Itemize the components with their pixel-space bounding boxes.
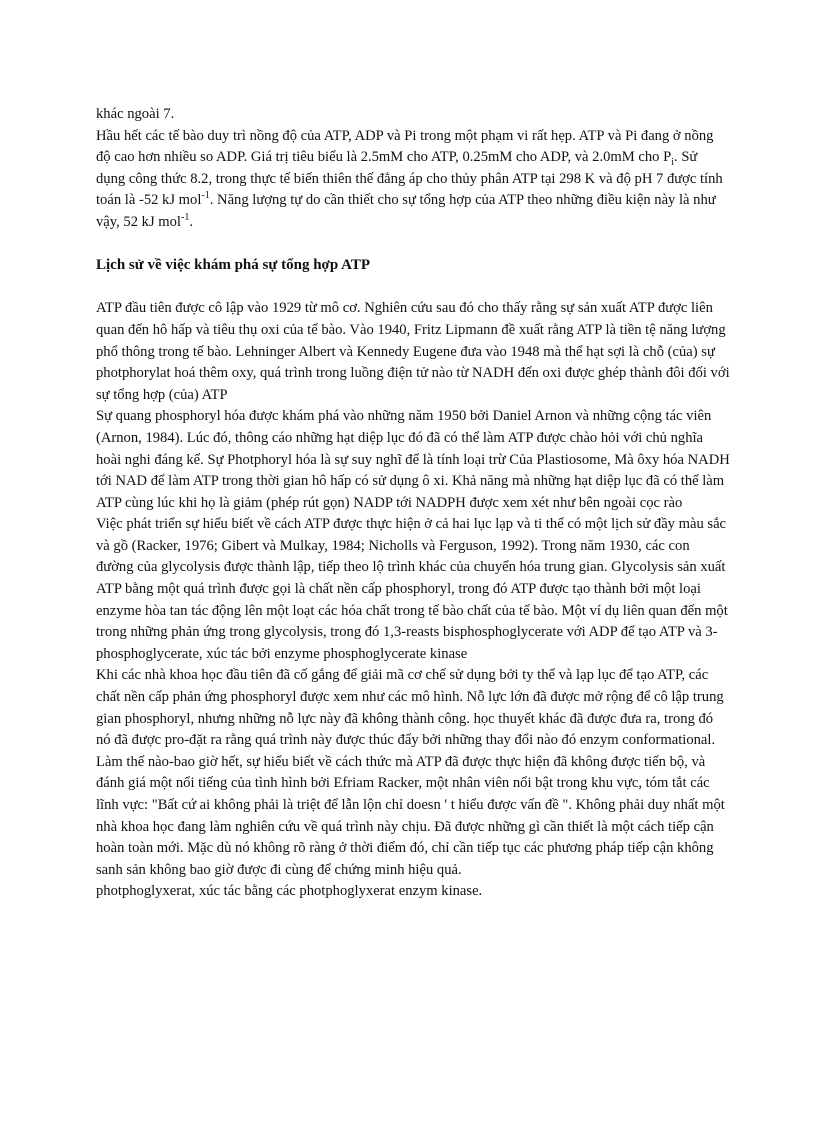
superscript-minus-one: -1: [181, 212, 190, 224]
paragraph-atp-concentrations: [96, 126, 730, 234]
text-run: . Sử dụng công thức 8.2, trong thực tế biến thiên thế đẳng áp cho thủy phân ATP tại 298 K và độ pH 7 được tính toán là -52 kJ mol: [96, 149, 723, 209]
paragraph-mechanism-search: Khi các nhà khoa học đầu tiên đã cố gắng để giải mã cơ chế sử dụng bởi ty thể và lạp lục để tạo ATP, các chất nền cấp phản ứng phosphoryl được xem như các mô hình. Nỗ lực lớn đã được mở rộng để cô lập trung gian phosphoryl, nhưng những nỗ lực này đã không thành công. học thuyết khác đã được đưa ra, trong đó nó đã được pro-đặt ra rằng quá trình này được thúc đẩy bởi những thay đổi nào đó enzym conformational. Làm thế nào-bao giờ hết, sự hiểu biết về cách thức mà ATP đã được thực hiện đã không được tiến bộ, và đánh giá một nổi tiếng của tình hình bởi Efriam Racker, một nhân viên nổi bật trong khu vực, tóm tắt các lĩnh vực: "Bất cứ ai không phải là triệt để lẫn lộn chỉ doesn ' t hiểu được vấn đề ". Không phải duy nhất một nhà khoa học đang làm nghiên cứu về quá trình này chịu. Đã được những gì cần thiết là một cách tiếp cận hoàn toàn mới. Mặc dù nó không rõ ràng ở thời điểm đó, chỉ cần tiếp tục các phương pháp tiếp cận không sanh sản không bao giờ được đi cùng để chứng minh hiệu quả.: [96, 667, 725, 878]
paragraph-glycolysis: Việc phát triển sự hiểu biết về cách ATP được thực hiện ở cả hai lục lạp và ti thể có một lịch sử đầy màu sắc và gồ (Racker, 1976; Gibert và Mulkay, 1984; Nicholls và Ferguson, 1992). Trong năm 1930, các con đường của glycolysis được thành lập, tiếp theo lộ trình khác của chuyển hóa trung gian. Glycolysis sản xuất ATP bằng một quá trình được gọi là chất nền cấp phosphoryl, trong đó ATP được tạo thành bởi một loại enzyme hòa tan tác động lên một loạt các hóa chất trong tế bào chất của tế bào. Một ví dụ liên quan đến một trong những phản ứng trong glycolysis, trong đó 1,3-reasts bisphosphoglycerate với ADP để tạo ATP và 3- phosphoglycerate, xúc tác bởi enzyme phosphoglycerate kinase: [96, 516, 728, 662]
blank-line: [96, 234, 730, 256]
subscript-i: i: [671, 157, 675, 169]
text-run: Hầu hết các tế bào duy trì nồng độ của ATP, ADP và Pi trong một phạm vi rất hẹp. ATP và Pi đang ở nồng độ cao hơn nhiều so ADP. Giá trị tiêu biểu là 2.5mM cho ATP, 0.25mM cho ADP, và 2.0mM cho P: [96, 127, 714, 166]
section-heading: Lịch sử về việc khám phá sự tổng hợp ATP: [96, 257, 370, 274]
blank-line: [96, 277, 730, 299]
text-run: . Năng lượng tự do cần thiết cho sự tổng hợp của ATP theo những điều kiện này là như vậy, 52 kJ mol: [96, 192, 716, 230]
paragraph-closing-fragment: photphoglyxerat, xúc tác bằng các photphoglyxerat enzym kinase.: [96, 883, 483, 900]
superscript-minus-one: -1: [201, 190, 210, 202]
paragraph-photophosphorylation: Sự quang phosphoryl hóa được khám phá vào những năm 1950 bởi Daniel Arnon và những cộng tác viên (Arnon, 1984). Lúc đó, thông cáo những hạt diệp lục đó đã có thể làm ATP được chào hỏi với chủ nghĩa hoài nghi đáng kể. Sự Photphoryl hóa là sự suy nghĩ để là tính loại trừ Của Plastiosome, Mà ôxy hóa NADH tới NAD để làm ATP trong thời gian hô hấp có sử dụng ô xi. Khả năng mà những hạt diệp lục đã có thể làm ATP cùng lúc khi họ là giảm (phép rút gọn) NADP tới NADPH được xem xét như bên ngoài cọc rào: [96, 408, 730, 511]
paragraph-intro-fragment: khác ngoài 7.: [96, 106, 175, 122]
paragraph-atp-history: ATP đầu tiên được cô lập vào 1929 từ mô cơ. Nghiên cứu sau đó cho thấy rằng sự sản xuất ATP được liên quan đến hô hấp và tiêu thụ oxi của tế bào. Vào 1940, Fritz Lipmann đề xuất rằng ATP là tiền tệ năng lượng phổ thông trong tế bào. Lehninger Albert và Kennedy Eugene đưa vào 1948 mà thể hạt sợi là chỗ (của) sự photphorylat hoá thêm oxy, quá trình trong luồng điện tử nào từ NADH đến oxi được ghép thành đôi đối với sự tổng hợp (của) ATP: [96, 300, 730, 403]
document-page: [96, 104, 730, 903]
text-run: .: [189, 213, 193, 230]
